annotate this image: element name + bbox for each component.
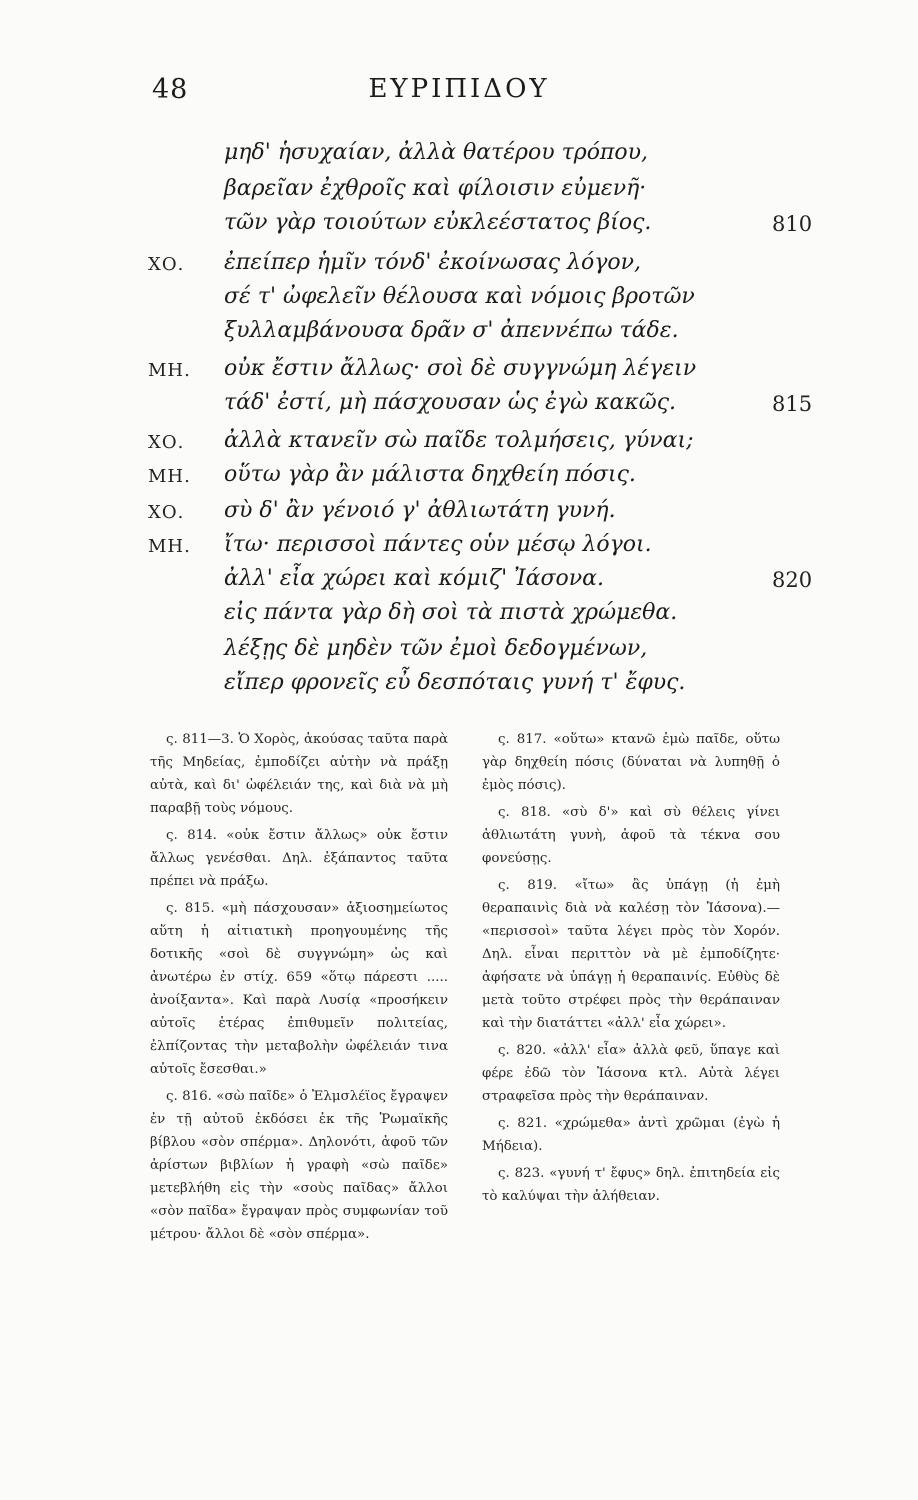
verse-text: τάδ' ἐστί, μὴ πάσχουσαν ὡς ἐγὼ κακῶς. — [224, 390, 677, 415]
verse-line — [0, 318, 918, 360]
note: ς. 820. «ἀλλ' εἶα» ἀλλὰ φεῦ, ὕπαγε καὶ φέρε ἐδῶ τὸν Ἰάσονα κτλ. Αὐτὰ λέγει στραφεῖσα πρὸς τὴν θεράπαιναν. — [482, 1043, 780, 1104]
speaker-label: ΧΟ. — [148, 254, 185, 275]
verse-text: μηδ' ἡσυχαίαν, ἀλλὰ θατέρου τρόπου, — [224, 140, 649, 165]
verse-text: ξυλλαμβάνουσα δρᾶν σ' ἀπεννέπω τάδε. — [224, 318, 679, 343]
verse-line — [0, 670, 918, 712]
note: ς. 816. «σὼ παῖδε» ὁ Ἐλμσλέϊος ἔγραψεν ἐν τῇ αὐτοῦ ἐκδόσει ἐκ τῆς Ῥωμαϊκῆς βίβλου «σὸν σπέρμα». Δηλονότι, ἀφοῦ τῶν ἀρίστων βιβλίων ἡ γραφὴ «σὼ παῖδε» μετεβλήθη εἰς τὴν «σοὺς παῖδας» ἄλλοι «σὸν παῖδα» ἔγραψαν πρὸς συμφωνίαν τοῦ μέτρου· ἄλλοι δὲ «σὸν σπέρμα». — [150, 1089, 448, 1242]
speaker-label: ΧΟ. — [148, 432, 185, 453]
running-head: ΕΥΡΙΠΙΔΟΥ — [368, 74, 550, 104]
verse-text: σὺ δ' ἂν γένοιό γ' ἀθλιωτάτη γυνή. — [224, 498, 616, 523]
note: ς. 821. «χρώμεθα» ἀντὶ χρῶμαι (ἐγὼ ἡ Μήδεια). — [482, 1116, 780, 1154]
verse-text: εἴπερ φρονεῖς εὖ δεσπόταις γυνή τ' ἔφυς. — [224, 670, 686, 695]
notes-column-left — [150, 728, 448, 1250]
verse-line — [0, 390, 918, 432]
verse-text: τῶν γὰρ τοιούτων εὐκλεέστατος βίος. — [224, 210, 652, 235]
note: ς. 815. «μὴ πάσχουσαν» ἀξιοσημείωτος αὕτη ἡ αἰτιατικὴ προηγουμένης τῆς δοτικῆς «σοὶ δὲ συγγνώμη» ὡς καὶ ἀνωτέρω ἐν στίχ. 659 «ὅτῳ πάρεστι ..... ἀνοίξαντα». Καὶ παρὰ Λυσίᾳ «προσήκειν αὐτοῖς ἑτέρας ἐπιθυμεῖν πολιτείας, ἐλπίζοντας τὴν μεταβολὴν ὠφέλειάν τινα αὐτοῖς ἔσεσθαι.» — [150, 901, 448, 1077]
commentary-notes — [150, 728, 780, 1250]
verse-line — [0, 210, 918, 252]
verse-text: βαρεῖαν ἐχθροῖς καὶ φίλοισιν εὐμενῆ· — [224, 176, 647, 201]
line-number: 820 — [772, 568, 813, 592]
verse-text: ἐπείπερ ἡμῖν τόνδ' ἐκοίνωσας λόγον, — [224, 250, 641, 275]
note: ς. 817. «οὕτω» κτανῶ ἐμὼ παῖδε, οὕτω γὰρ δηχθείη πόσις (δύναται νὰ λυπηθῇ ὁ ἐμὸς πόσις). — [482, 732, 780, 793]
note: ς. 811—3. Ὁ Χορὸς, ἀκούσας ταῦτα παρὰ τῆς Μηδείας, ἐμποδίζει αὐτὴν νὰ πράξῃ αὐτὰ, καὶ δι' ὠφέλειάν της, καὶ διὰ νὰ μὴ παραβῇ τοὺς νόμους. — [150, 732, 448, 816]
verse-text: ἀλλ' εἶα χώρει καὶ κόμιζ' Ἰάσονα. — [224, 566, 604, 591]
speaker-label: ΧΟ. — [148, 502, 185, 523]
page-number: 48 — [152, 74, 189, 105]
verse-text: σέ τ' ὠφελεῖν θέλουσα καὶ νόμοις βροτῶν — [224, 284, 695, 309]
verse-text: λέξῃς δὲ μηδὲν τῶν ἐμοὶ δεδογμένων, — [224, 636, 648, 661]
speaker-label: ΜΗ. — [148, 360, 191, 381]
line-number: 810 — [772, 212, 813, 236]
verse-text: οὐκ ἔστιν ἄλλως· σοὶ δὲ συγγνώμη λέγειν — [224, 356, 697, 381]
note: ς. 818. «σὺ δ'» καὶ σὺ θέλεις γίνει ἀθλιωτάτη γυνὴ, ἀφοῦ τὰ τέκνα σου φονεύσῃς. — [482, 805, 780, 866]
note: ς. 823. «γυνή τ' ἔφυς» δηλ. ἐπιτηδεία εἰς τὸ καλύψαι τὴν ἀλήθειαν. — [482, 1166, 780, 1204]
notes-column-right — [482, 728, 780, 1250]
line-number: 815 — [772, 392, 813, 416]
note: ς. 819. «ἴτω» ἂς ὑπάγῃ (ἡ ἐμὴ θεραπαινὶς διὰ νὰ καλέσῃ τὸν Ἰάσονα).— «περισσοὶ» ταῦτα λέγει πρὸς τὸν Χορόν. Δηλ. εἶναι περιττὸν νὰ μὲ ἐμποδίζητε· ἀφήσατε νὰ ὑπάγῃ ἡ θεραπαινίς. Εὐθὺς δὲ μετὰ τοῦτο στρέφει πρὸς τὴν θεράπαιναν καὶ τὴν διατάττει «ἀλλ' εἶα χώρει». — [482, 878, 780, 1031]
speaker-label: ΜΗ. — [148, 466, 191, 487]
speaker-label: ΜΗ. — [148, 536, 191, 557]
verse-text: ἴτω· περισσοὶ πάντες οὑν μέσῳ λόγοι. — [224, 532, 652, 557]
verse-text: οὕτω γὰρ ἂν μάλιστα δηχθείη πόσις. — [224, 462, 636, 487]
verse-text: ἀλλὰ κτανεῖν σὼ παῖδε τολμήσεις, γύναι; — [224, 428, 694, 453]
verse-text: εἰς πάντα γὰρ δὴ σοὶ τὰ πιστὰ χρώμεθα. — [224, 600, 678, 625]
note: ς. 814. «οὐκ ἔστιν ἄλλως» οὐκ ἔστιν ἄλλως γενέσθαι. Δηλ. ἐξάπαντος ταῦτα πρέπει νὰ πράξω. — [150, 828, 448, 889]
